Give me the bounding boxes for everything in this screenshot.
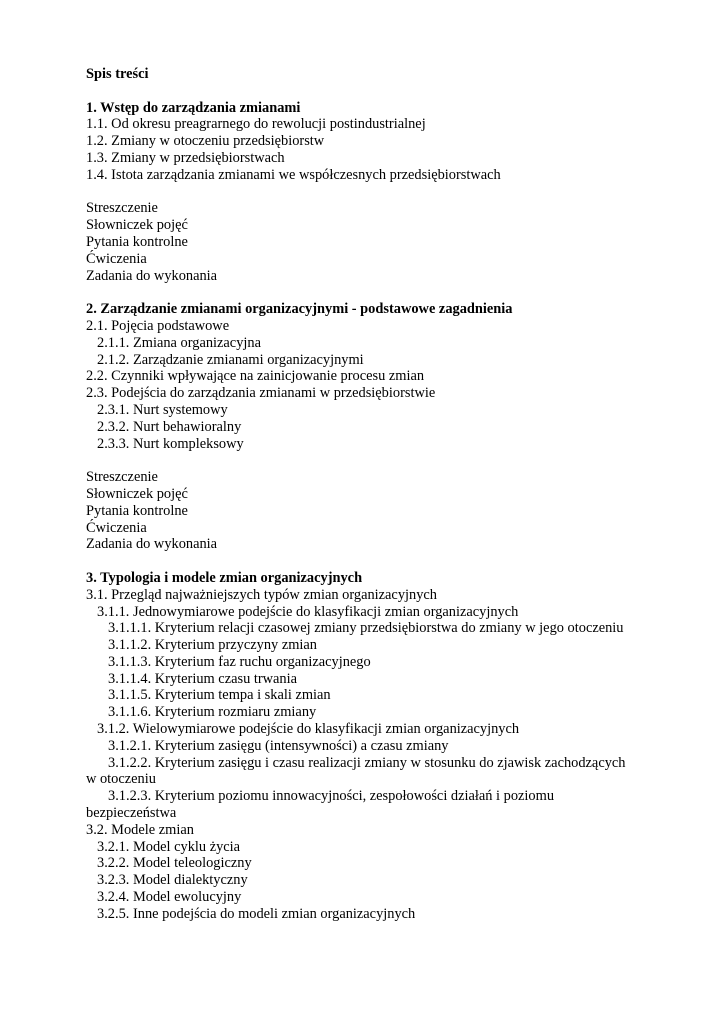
toc-entry: 3.1.1.1. Kryterium relacji czasowej zmiany przedsiębiorstwa do zmiany w jego otoczeniu	[108, 620, 624, 637]
toc-entry: 2.1. Pojęcia podstawowe	[86, 317, 230, 334]
toc-entry: 2.1.1. Zmiana organizacyjna	[97, 334, 261, 351]
toc-entry-continuation: bezpieczeństwa	[86, 805, 177, 822]
toc-entry: 3.1.1.5. Kryterium tempa i skali zmian	[108, 687, 331, 704]
toc-title: Spis treści	[86, 66, 149, 82]
chapter-extra-item: Pytania kontrolne	[86, 233, 188, 250]
chapter-heading: 2. Zarządzanie zmianami organizacyjnymi - podstawowe zagadnienia	[86, 301, 513, 318]
toc-entry: 3.1.1.2. Kryterium przyczyny zmian	[108, 637, 318, 654]
chapter-heading: 3. Typologia i modele zmian organizacyjnych	[86, 569, 363, 586]
spacer	[86, 83, 686, 100]
chapter-extra-item: Streszczenie	[86, 200, 158, 217]
toc-entry: 3.1.2. Wielowymiarowe podejście do klasyfikacji zmian organizacyjnych	[97, 721, 520, 738]
spacer	[86, 184, 686, 201]
toc-entry: 2.3.2. Nurt behawioralny	[97, 418, 242, 435]
toc-entry: 1.1. Od okresu preagrarnego do rewolucji postindustrialnej	[86, 116, 426, 133]
toc-entry: 3.2. Modele zmian	[86, 821, 194, 838]
toc-entry: 3.1.2.3. Kryterium poziomu innowacyjności, zespołowości działań i poziomu	[108, 788, 555, 805]
toc-entry: 3.1.1.4. Kryterium czasu trwania	[108, 670, 298, 687]
toc-entry: 2.3.1. Nurt systemowy	[97, 401, 228, 418]
toc-entry: 2.1.2. Zarządzanie zmianami organizacyjnymi	[97, 351, 364, 368]
chapter-extra-item: Ćwiczenia	[86, 519, 147, 536]
toc-entry: 1.4. Istota zarządzania zmianami we współczesnych przedsiębiorstwach	[86, 166, 501, 183]
toc-body	[86, 83, 686, 923]
toc-entry: 3.1.1. Jednowymiarowe podejście do klasyfikacji zmian organizacyjnych	[97, 603, 519, 620]
chapter-heading: 1. Wstęp do zarządzania zmianami	[86, 99, 301, 116]
toc-entry: 3.1.1.3. Kryterium faz ruchu organizacyjnego	[108, 653, 371, 670]
toc-entry: 3.2.3. Model dialektyczny	[97, 872, 248, 889]
spacer	[86, 284, 686, 301]
spacer	[86, 452, 686, 469]
chapter-extra-item: Pytania kontrolne	[86, 502, 188, 519]
toc-entry: 2.3. Podejścia do zarządzania zmianami w przedsiębiorstwie	[86, 385, 436, 402]
chapter-extra-item: Zadania do wykonania	[86, 536, 218, 553]
toc-entry: 3.1.1.6. Kryterium rozmiaru zmiany	[108, 704, 317, 721]
toc-entry: 2.3.3. Nurt kompleksowy	[97, 435, 244, 452]
toc-entry: 3.2.2. Model teleologiczny	[97, 855, 252, 872]
toc-entry: 3.1.2.2. Kryterium zasięgu i czasu realizacji zmiany w stosunku do zjawisk zachodzących	[108, 754, 626, 771]
toc-entry: 3.2.4. Model ewolucyjny	[97, 889, 242, 906]
chapter-extra-item: Streszczenie	[86, 469, 158, 486]
toc-entry: 3.1. Przegląd najważniejszych typów zmian organizacyjnych	[86, 586, 437, 603]
toc-entry: 3.2.5. Inne podejścia do modeli zmian organizacyjnych	[97, 905, 416, 922]
spacer	[86, 553, 686, 570]
toc-entry: 3.1.2.1. Kryterium zasięgu (intensywności) a czasu zmiany	[108, 737, 449, 754]
chapter-extra-item: Ćwiczenia	[86, 250, 147, 267]
document-page	[86, 66, 686, 923]
toc-entry: 3.2.1. Model cyklu życia	[97, 838, 241, 855]
toc-entry: 1.2. Zmiany w otoczeniu przedsiębiorstw	[86, 133, 325, 150]
chapter-extra-item: Słowniczek pojęć	[86, 485, 188, 502]
toc-entry: 2.2. Czynniki wpływające na zainicjowanie procesu zmian	[86, 368, 425, 385]
toc-entry: 1.3. Zmiany w przedsiębiorstwach	[86, 149, 285, 166]
chapter-extra-item: Słowniczek pojęć	[86, 217, 188, 234]
toc-entry-continuation: w otoczeniu	[86, 771, 156, 788]
chapter-extra-item: Zadania do wykonania	[86, 267, 218, 284]
